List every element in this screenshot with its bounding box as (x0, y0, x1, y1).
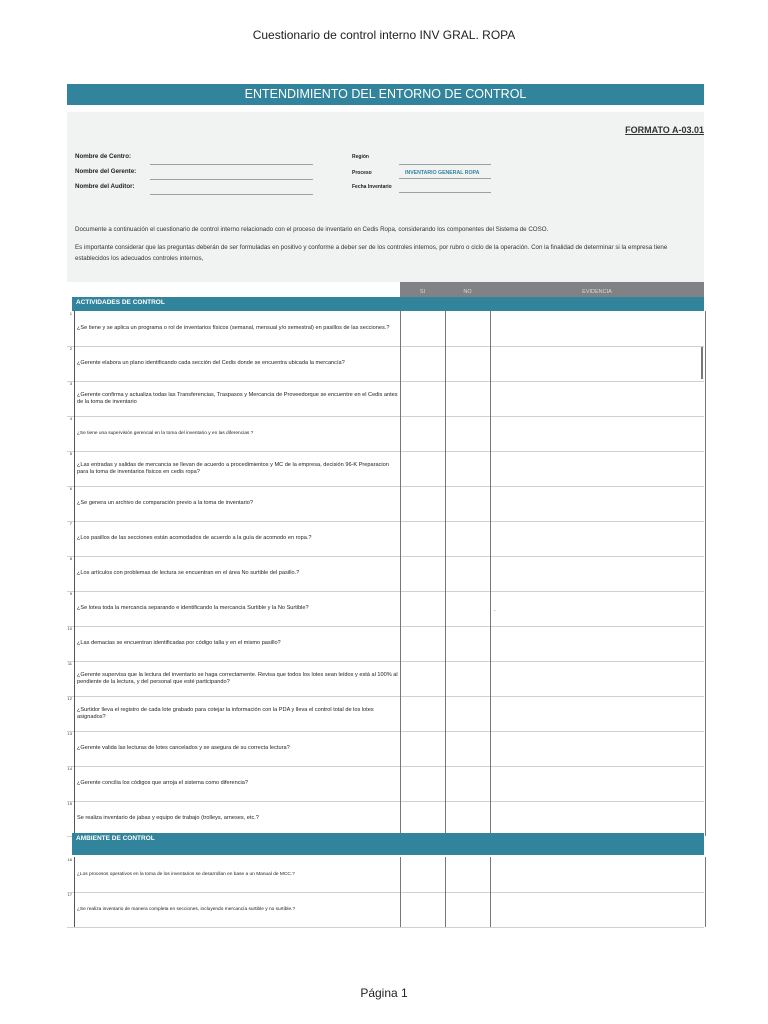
evidence-cell[interactable] (490, 346, 706, 381)
answer-si-cell[interactable] (400, 696, 446, 731)
evidence-cell[interactable] (490, 486, 706, 521)
question-text: ¿Las entradas y salidas de mercancia se llevan de acuerdo a procedimientos y MC de la empresa, decisión 96-K Preparacion para la toma de inventarios fisicos en cedis ropa? (74, 451, 400, 486)
question-text: ¿Se tiene una supervisión gerencial en la toma del inventario y en las diferencias ? (74, 416, 400, 451)
question-text: ¿Las demacias se encuentran identificadas por código talla y en el mismo pasillo? (74, 626, 400, 661)
answer-si-cell[interactable] (400, 892, 446, 927)
row-number: 2 (69, 346, 72, 351)
row-number: 9 (69, 591, 72, 596)
answer-si-cell[interactable] (400, 311, 446, 346)
row-number: 11 (67, 661, 72, 666)
scroll-indicator (701, 347, 703, 379)
intro-paragraph-1: Documente a continuación el cuestionario de control interno relacionado con el proceso de inventario en Cedis Ropa, considerando los componentes del Sistema de COSO. (75, 226, 549, 233)
row-number: 5 (69, 451, 72, 456)
table-row (67, 626, 704, 662)
answer-no-cell[interactable] (445, 346, 491, 381)
evidence-cell[interactable] (490, 661, 706, 696)
question-text: ¿Gerente concilia los códigos que arroja el sistema como diferencia? (74, 766, 400, 801)
label-region: Región (352, 154, 369, 160)
evidence-cell[interactable] (490, 766, 706, 801)
answer-si-cell[interactable] (400, 857, 446, 892)
question-text: ¿Gerente elabora un plano identificando cada sección del Cedis donde se encuentra ubicada la mercancía? (74, 346, 400, 381)
answer-no-cell[interactable] (445, 661, 491, 696)
table-row (67, 311, 704, 347)
evidence-cell[interactable] (490, 311, 706, 346)
answer-no-cell[interactable] (445, 731, 491, 766)
answer-no-cell[interactable] (445, 521, 491, 556)
table-row (67, 801, 704, 837)
answer-si-cell[interactable] (400, 731, 446, 766)
question-text: ¿Se lotea toda la mercancia separando e identificando la mercancia Surtible y la No Surtible? (74, 591, 400, 626)
label-nombre-centro: Nombre de Centro: (75, 153, 132, 160)
answer-si-cell[interactable] (400, 591, 446, 626)
row-number: 7 (69, 521, 72, 526)
input-fecha-inventario[interactable] (399, 192, 491, 193)
evidence-cell[interactable] (490, 556, 706, 591)
evidence-cell[interactable] (490, 696, 706, 731)
column-header-si: SI (400, 282, 445, 297)
answer-si-cell[interactable] (400, 486, 446, 521)
answer-si-cell[interactable] (400, 381, 446, 416)
evidence-cell[interactable] (490, 591, 706, 626)
row-number: 1 (69, 311, 72, 316)
row-number: 4 (69, 416, 72, 421)
answer-si-cell[interactable] (400, 801, 446, 836)
row-number: 3 (69, 381, 72, 386)
form-title-bar: ENTENDIMIENTO DEL ENTORNO DE CONTROL (67, 84, 704, 105)
label-fecha-inventario: Fecha Inventario (352, 184, 392, 190)
table-row (67, 857, 704, 893)
answer-no-cell[interactable] (445, 857, 491, 892)
evidence-cell[interactable] (490, 626, 706, 661)
answer-si-cell[interactable] (400, 556, 446, 591)
question-text: ¿Se tiene y se aplica un programa o rol de inventarios físicos (semanal, mensual y/o semestral) en pasillos de las secciones.? (74, 311, 400, 346)
section-actividades-de-control: ACTIVIDADES DE CONTROL (72, 297, 704, 311)
answer-no-cell[interactable] (445, 626, 491, 661)
formato-code: FORMATO A-03.01 (625, 125, 704, 135)
table-row (67, 486, 704, 522)
row-number: 6 (69, 486, 72, 491)
row-number: 15 (67, 801, 72, 806)
row-number: 16 (67, 857, 72, 862)
column-header-no: NO (445, 282, 490, 297)
row-number: 12 (67, 696, 72, 701)
answer-no-cell[interactable] (445, 451, 491, 486)
table-row (67, 556, 704, 592)
value-proceso: INVENTARIO GENERAL ROPA (405, 170, 480, 176)
evidence-cell[interactable] (490, 857, 706, 892)
question-text: ¿Gerente valida las lecturas de lotes cancelados y se asegura de su correcta lectura? (74, 731, 400, 766)
intro-paragraph-2: Es importante considerar que las preguntas deberán de ser formuladas en positivo y conforme a deber ser de los controles internos, por rubro o ciclo de la operación. Con la finalidad de determinar si la empresa tiene establecidos los adecuados controles internos, (75, 244, 668, 262)
table-row (67, 661, 704, 697)
table-row (67, 451, 704, 487)
input-nombre-auditor[interactable] (150, 194, 313, 195)
question-text: ¿Surtidor lleva el registro de cada lote grabado para cotejar la información con la PDA y lleva el control total de los lotes asignados? (74, 696, 400, 731)
question-text: ¿Se genera un archivo de comparación previo a la toma de inventario? (74, 486, 400, 521)
answer-si-cell[interactable] (400, 626, 446, 661)
answer-no-cell[interactable] (445, 486, 491, 521)
row-number: 14 (67, 766, 72, 771)
answer-no-cell[interactable] (445, 381, 491, 416)
answer-si-cell[interactable] (400, 766, 446, 801)
table-row (67, 696, 704, 732)
label-proceso: Proceso (352, 170, 372, 176)
input-proceso[interactable] (399, 178, 491, 179)
answer-no-cell[interactable] (445, 696, 491, 731)
answer-no-cell[interactable] (445, 591, 491, 626)
evidence-cell[interactable] (490, 416, 706, 451)
table-row (67, 591, 704, 627)
evidence-cell[interactable] (490, 381, 706, 416)
row-number: 13 (67, 731, 72, 736)
answer-si-cell[interactable] (400, 521, 446, 556)
section-bar-extension (72, 847, 704, 855)
table-row (67, 521, 704, 557)
label-nombre-auditor: Nombre del Auditor: (75, 183, 135, 190)
answer-no-cell[interactable] (445, 801, 491, 836)
question-text: ¿Los procesos operativos en la toma de los inventarios se desarrollan en base a un Manual de MCC.? (74, 857, 400, 892)
page-number: Página 1 (360, 986, 408, 1000)
row-number: 8 (69, 556, 72, 561)
input-nombre-gerente[interactable] (150, 179, 313, 180)
evidence-cell[interactable] (490, 521, 706, 556)
evidence-cell[interactable] (490, 451, 706, 486)
question-text: ¿Los pasillos de las secciones están acomodados de acuerdo a la guía de acomodo en ropa.? (74, 521, 400, 556)
label-nombre-gerente: Nombre del Gerente: (75, 168, 137, 175)
question-text: ¿Gerente supervisa que la lectura del inventario se haga correctamente. Revisa que todos los lotes sean leídos y está al 100% al pendiente de la lectura, y del personal que esté participando? (74, 661, 400, 696)
section-ambiente-de-control: AMBIENTE DE CONTROL (72, 833, 704, 847)
row-number: 10 (67, 626, 72, 631)
table-row (67, 766, 704, 802)
answer-no-cell[interactable] (445, 556, 491, 591)
table-row (67, 731, 704, 767)
question-text: ¿Gerente confirma y actualiza todas las Transferencias, Traspasos y Mercancia de Proveedorque se encuentre en el Cedis antes de la toma de inventario (74, 381, 400, 416)
row-number: 17 (67, 892, 72, 897)
evidence-cell[interactable] (490, 801, 706, 836)
answer-si-cell[interactable] (400, 661, 446, 696)
document-title: Cuestionario de control interno INV GRAL. ROPA (252, 28, 516, 42)
question-text: ¿Los artículos con problemas de lectura se encuentran en el área No surtible del pasillo.? (74, 556, 400, 591)
answer-no-cell[interactable] (445, 311, 491, 346)
table-row (67, 892, 704, 928)
table-row (67, 381, 704, 417)
evidence-cell[interactable] (490, 731, 706, 766)
answer-no-cell[interactable] (445, 416, 491, 451)
question-text: Se realiza inventario de jabas y equipo de trabajo (trolleys, arneses, etc.? (74, 801, 400, 836)
evidence-cell[interactable] (490, 892, 706, 927)
answer-si-cell[interactable] (400, 346, 446, 381)
question-text: ¿Se realiza inventario de manera completa en secciones, incluyendo mercancía surtible y no surtible.? (74, 892, 400, 927)
answer-no-cell[interactable] (445, 766, 491, 801)
table-row (67, 416, 704, 452)
evidence-mark: . (494, 607, 496, 613)
column-header-evidencia: EVIDENCIA (490, 282, 704, 297)
input-nombre-centro[interactable] (150, 164, 313, 165)
answer-si-cell[interactable] (400, 451, 446, 486)
input-region[interactable] (399, 164, 491, 165)
answer-no-cell[interactable] (445, 892, 491, 927)
answer-si-cell[interactable] (400, 416, 446, 451)
table-row (67, 346, 704, 382)
